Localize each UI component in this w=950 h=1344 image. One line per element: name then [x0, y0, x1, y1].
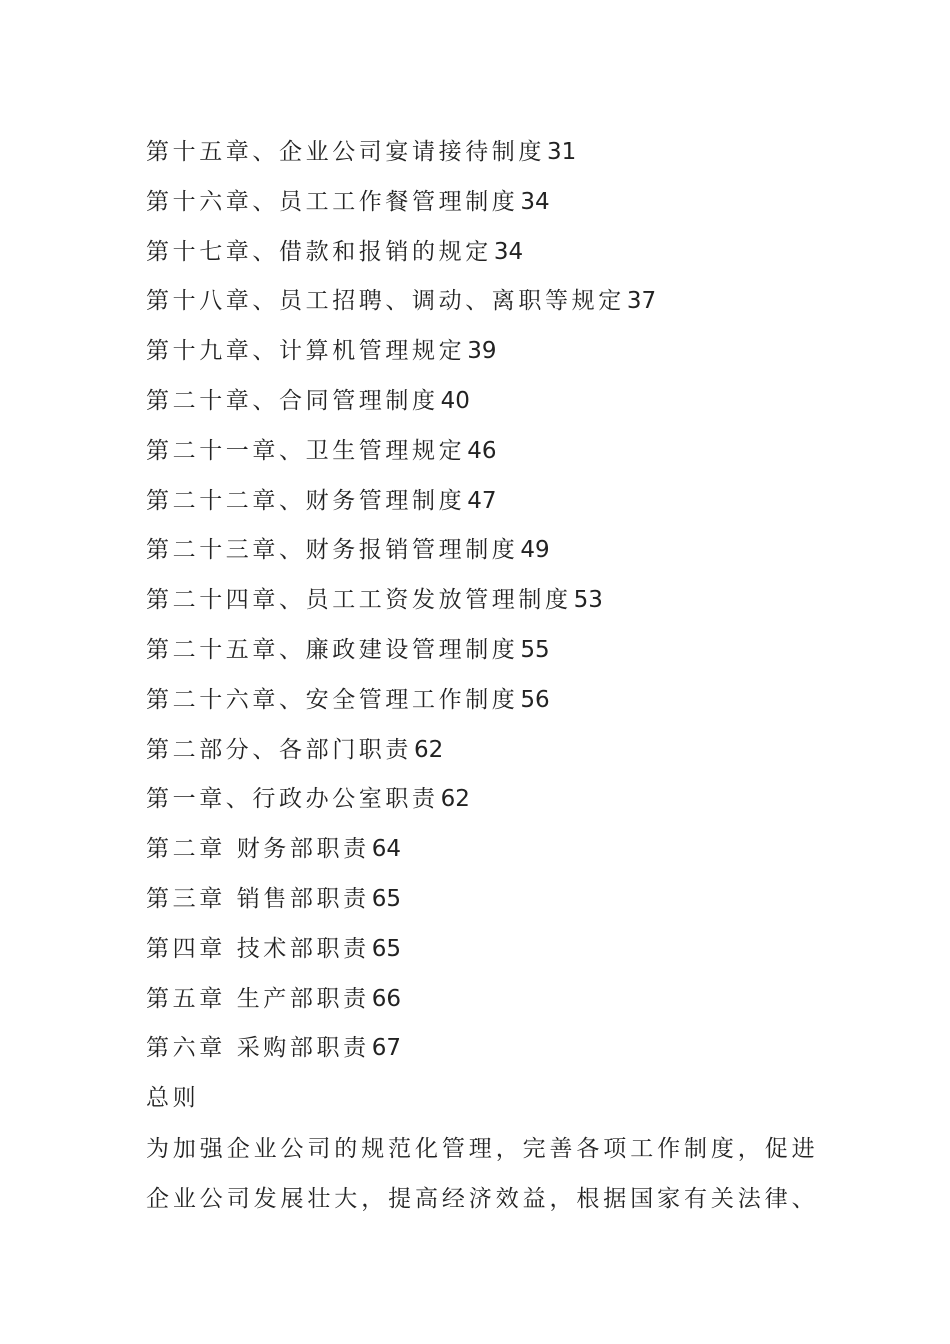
toc-entry-page: 49 [520, 537, 550, 564]
toc-entry [146, 377, 826, 427]
toc-entry [146, 775, 826, 825]
toc-entry [146, 277, 826, 327]
toc-entry-title: 第十八章、员工招聘、调动、离职等规定 [146, 288, 625, 315]
toc-entry-page: 34 [520, 188, 550, 215]
toc-entry [146, 178, 826, 228]
toc-entry [146, 676, 826, 726]
toc-entry [146, 925, 826, 975]
toc-entry-title: 第三章 销售部职责 [146, 885, 370, 912]
paragraph-line: 为加强企业公司的规范化管理，完善各项工作制度，促进 [146, 1135, 819, 1162]
toc-entry-title: 第二十五章、廉政建设管理制度 [146, 636, 519, 663]
table-of-contents [146, 128, 826, 1074]
toc-entry-title: 第五章 生产部职责 [146, 985, 370, 1012]
toc-entry [146, 626, 826, 676]
toc-entry [146, 128, 826, 178]
toc-entry-title: 第六章 采购部职责 [146, 1035, 370, 1062]
toc-entry-title: 第二十六章、安全管理工作制度 [146, 686, 519, 713]
toc-entry-title: 第一章、行政办公室职责 [146, 786, 439, 813]
toc-entry [146, 825, 826, 875]
toc-entry-page: 62 [414, 736, 444, 763]
document-page [146, 128, 826, 1224]
section-heading: 总则 [146, 1085, 200, 1112]
toc-entry-title: 第十六章、员工工作餐管理制度 [146, 188, 519, 215]
body-paragraph [146, 1124, 826, 1224]
toc-entry-page: 64 [371, 836, 401, 863]
toc-entry-title: 第十九章、计算机管理规定 [146, 338, 466, 365]
toc-entry [146, 576, 826, 626]
toc-entry-page: 37 [626, 288, 657, 315]
toc-entry-page: 39 [467, 338, 497, 365]
toc-entry-page: 31 [547, 139, 577, 165]
toc-entry-page: 53 [573, 587, 603, 614]
toc-entry-page: 56 [520, 686, 550, 713]
toc-entry-title: 第二十四章、员工工资发放管理制度 [146, 587, 572, 614]
toc-entry [146, 726, 826, 776]
toc-entry-page: 62 [440, 786, 470, 813]
toc-entry-page: 67 [371, 1035, 401, 1062]
toc-entry-title: 第二十一章、卫生管理规定 [146, 437, 466, 464]
toc-entry-title: 第二章 财务部职责 [146, 836, 370, 863]
toc-entry [146, 477, 826, 527]
toc-entry-page: 40 [440, 387, 470, 414]
toc-entry [146, 1024, 826, 1074]
toc-entry-page: 55 [520, 636, 550, 663]
toc-entry-page: 65 [371, 885, 401, 912]
toc-entry-page: 66 [371, 985, 401, 1012]
toc-entry [146, 975, 826, 1025]
toc-entry-title: 第二部分、各部门职责 [146, 736, 412, 763]
toc-entry-page: 47 [467, 487, 497, 514]
paragraph-line: 企业公司发展壮大，提高经济效益，根据国家有关法律、 [146, 1185, 819, 1212]
toc-entry-title: 第二十章、合同管理制度 [146, 387, 439, 414]
toc-entry-page: 34 [493, 238, 524, 265]
toc-entry [146, 228, 826, 278]
toc-entry-title: 第十七章、借款和报销的规定 [146, 238, 492, 265]
toc-entry [146, 327, 826, 377]
toc-entry-title: 第四章 技术部职责 [146, 935, 370, 962]
toc-entry-page: 65 [371, 935, 401, 962]
toc-entry-title: 第二十二章、财务管理制度 [146, 487, 466, 514]
toc-entry [146, 427, 826, 477]
toc-entry-title: 第二十三章、财务报销管理制度 [146, 537, 519, 564]
toc-entry [146, 526, 826, 576]
toc-entry [146, 875, 826, 925]
toc-entry-title: 第十五章、企业公司宴请接待制度 [146, 139, 545, 165]
toc-entry-page: 46 [467, 437, 497, 464]
